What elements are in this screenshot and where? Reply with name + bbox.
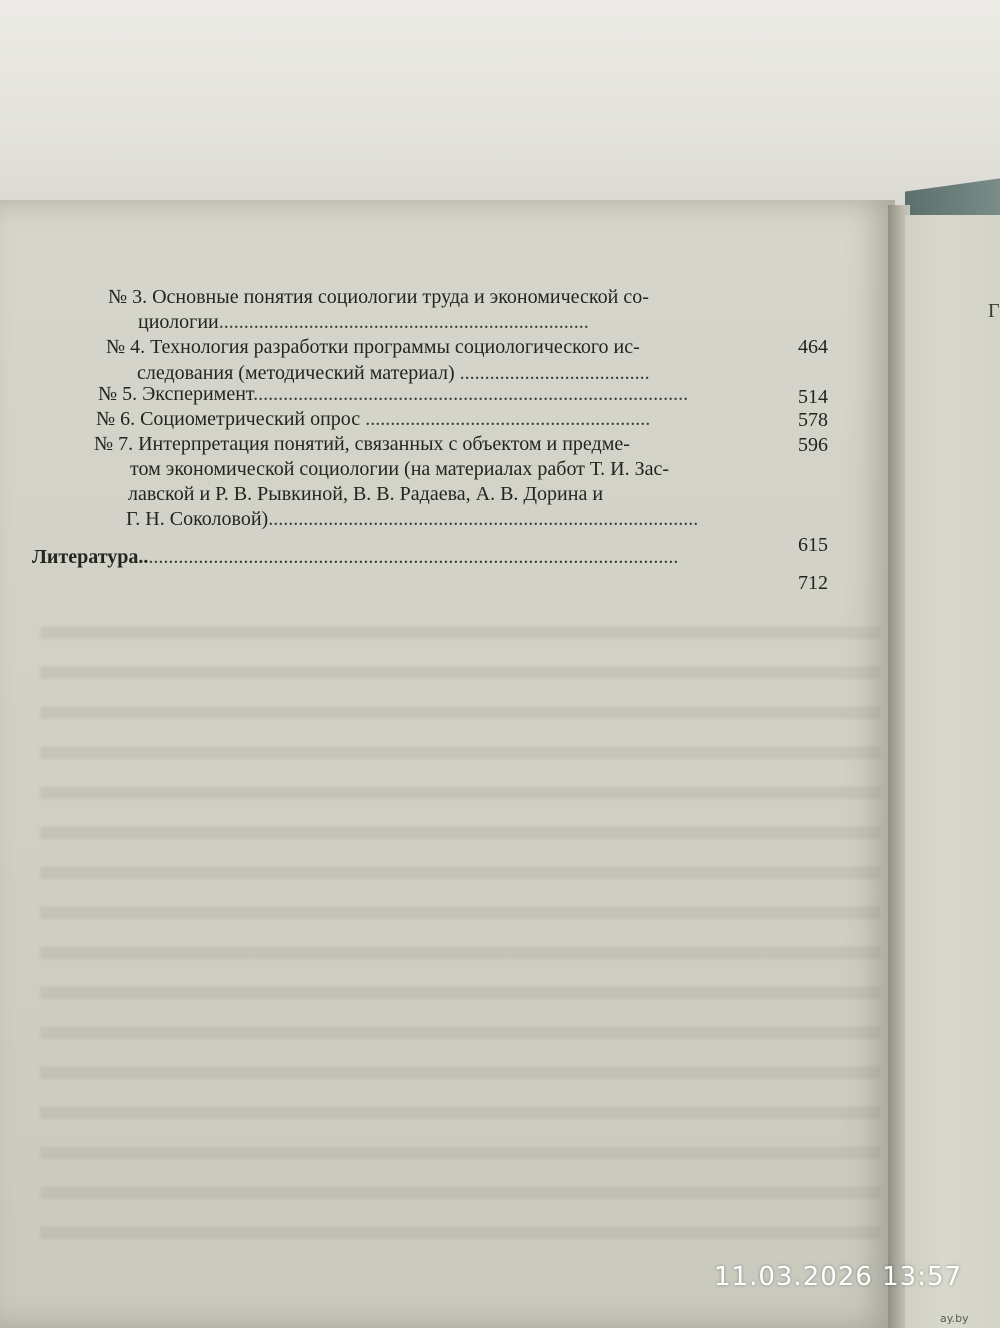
toc-literature-line: Литература............................................................................................................ bbox=[32, 546, 679, 568]
toc-literature-page: 712 bbox=[798, 572, 828, 594]
toc-entry-3-line1: № 3. Основные понятия социологии труда и экономической со- bbox=[108, 286, 649, 308]
toc-entry-7-page: 615 bbox=[798, 534, 828, 556]
toc-entry-3-line2: циологии.......................................................................... bbox=[138, 311, 589, 333]
toc-entry-4-line1: № 4. Технология разработки программы социологического ис- bbox=[106, 336, 640, 358]
toc-entry-6-page: 596 bbox=[798, 434, 828, 456]
watermark: ay.by bbox=[940, 1312, 969, 1325]
toc-entry-6-line: № 6. Социометрический опрос ......................................................... bbox=[96, 408, 651, 430]
facing-page-letter: Г bbox=[988, 300, 1000, 322]
toc-entry-5-line: № 5. Эксперимент....................................................................................... bbox=[98, 383, 689, 405]
toc-entry-5-page: 578 bbox=[798, 409, 828, 431]
toc-entry-4-line2: следования (методический материал) ...................................... bbox=[137, 362, 650, 384]
background-fabric bbox=[0, 0, 1000, 230]
facing-page bbox=[905, 215, 1000, 1328]
show-through-text bbox=[40, 600, 880, 1240]
toc-entry-7-line1: № 7. Интерпретация понятий, связанных с объектом и предме- bbox=[94, 433, 630, 455]
toc-entry-7-line4: Г. Н. Соколовой)...................................................................................... bbox=[126, 508, 699, 530]
toc-entry-7-line3: лавской и Р. В. Рывкиной, В. В. Радаева, А. В. Дорина и bbox=[128, 483, 604, 505]
toc-entry-4-page: 514 bbox=[798, 386, 828, 408]
toc-entry-3-page: 464 bbox=[798, 336, 828, 358]
photo-timestamp: 11.03.2026 13:57 bbox=[714, 1262, 963, 1292]
toc-entry-7-line2: том экономической социологии (на материалах работ Т. И. Зас- bbox=[130, 458, 670, 480]
